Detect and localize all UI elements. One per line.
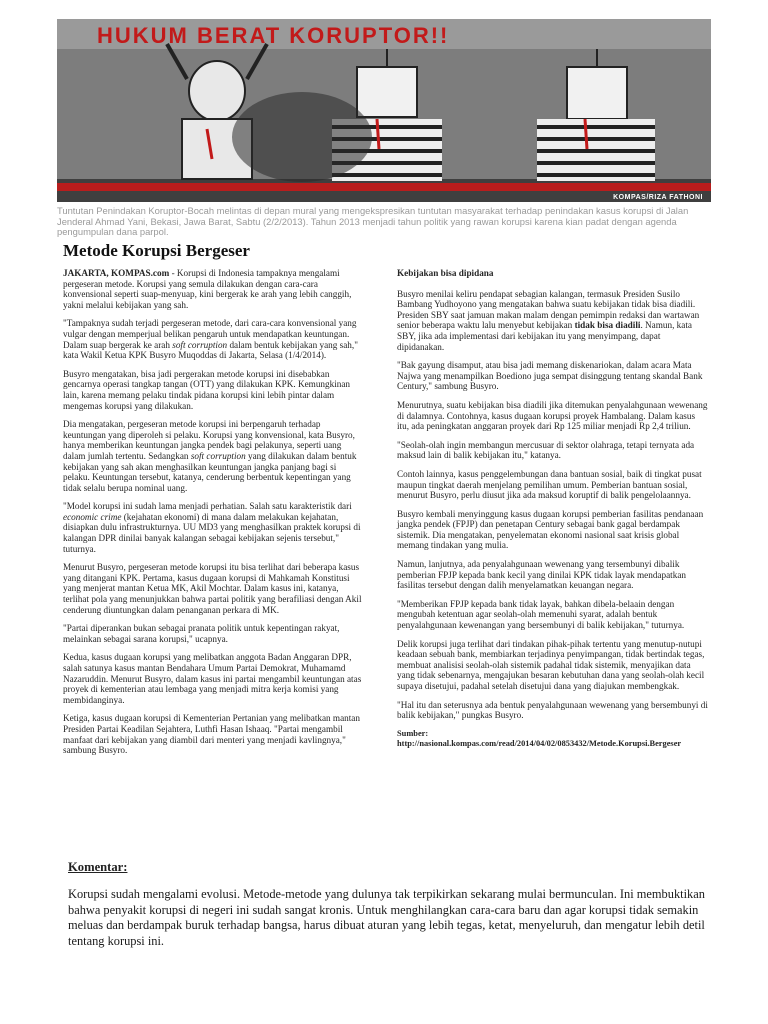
paragraph: Menurut Busyro, pergeseran metode korupsi itu bisa terlihat dari beberapa kasus yang ditangani KPK. Pertama, kasus dugaan korupsi di Mahkamah Konstitusi yang menjerat mantan Ketua MK, Akil Mochtar. Dalam kasus ini, katanya, terlihat pola yang menunjukkan bahwa partai politik yang berafiliasi dengan Akil cenderung diuntungkan dalam penanganan perkara di MK.	[63, 562, 362, 615]
paragraph: Ketiga, kasus dugaan korupsi di Kementerian Pertanian yang melibatkan mantan Presiden Partai Keadilan Sejahtera, Luthfi Hasan Ishaaq. "Partai mengambil manfaat dari kebijakan yang diambil dari menteri yang menjadi kavlingnya," sambung Busyro.	[63, 713, 360, 756]
paragraph: Busyro mengatakan, bisa jadi pergerakan metode korupsi ini disebabkan gencarnya operasi tangkap tangan (OTT) yang dilakukan KPK. Kemungkinan lain, karena memang pelaku tindak pidana korupsi kini lebih pintar dalam mengemas korupsi yang dilakukan.	[63, 368, 351, 411]
paragraph: Kedua, kasus dugaan korupsi yang melibatkan anggota Badan Anggaran DPR, salah satunya kasus mantan Bendahara Umum Partai Demokrat, Muhamamd Nazaruddin. Menurut Busyro, dalam kasus ini partai mengambil keuntungan atas proyek di kementerian atau lembaga yang menjadi mitra kerja komisi yang membidanginya.	[63, 652, 362, 705]
article-column-right	[397, 268, 709, 757]
source-label: Sumber:	[397, 728, 429, 738]
paragraph: Contoh lainnya, kasus penggelembungan dana bantuan sosial, baik di tingkat pusat maupun tingkat daerah menjelang pemilihan umum. Pemberian bantuan sosial, menurut Busyro, perlu diusut jika ada maksud koruptif di balik pengelolaannya.	[397, 468, 702, 501]
paragraph: Dia mengatakan, pergeseran metode korupsi ini berpengaruh terhadap keuntungan yang diperoleh si pelaku. Korupsi yang konvensional, kata Busyro, hanya memberikan keuntungan jangka pendek bagi pelakunya, seperti uang dalam jumlah tertentu. Sedangkan soft corruption yang dilakukan dalam bentuk kebijakan yang sah akan menghasilkan keuntungan jangka panjang bagi si pelaku. Keuntungan tersebut, katanya, cenderung berbentuk kepentingan yang tidak selalu berupa nominal uang.	[63, 419, 357, 493]
paragraph: "Tampaknya sudah terjadi pergeseran metode, dari cara-cara konvensional yang vulgar dengan memperjual belikan pengaruh untuk mendapatkan keuntungan. Dalam suap bergerak ke arah soft corruption dalam bentuk kebijakan yang sah," kata Wakil Ketua KPK Busyro Muqoddas di Jakarta, Selasa (1/4/2014).	[63, 318, 358, 361]
paragraph: "Bak gayung disamput, atau bisa jadi memang diskenariokan, dalam acara Mata Najwa yang menampilkan Boediono juga sempat disinggung tentang skandal Bank Century," sambung Busyro.	[397, 360, 703, 392]
paragraph: Delik korupsi juga terlihat dari tindakan pihak-pihak tertentu yang menutup-nutupi keadaan sebuah bank, membiarkan terjadinya penyimpangan, tidak bertindak tegas, membuat analisisi seolah-olah sistemik padahal tidak sistemik, menyajikan data yang tidak sebenarnya, mengajukan besaran kebutuhan dana yang seolah-olah kecil supaya disetujui, padahal setelah disetujui dana yang diajukan membengkak.	[397, 638, 705, 691]
paragraph: "Seolah-olah ingin membangun mercusuar di sektor olahraga, tetapi ternyata ada maksud lain di balik kebijakan itu," katanya.	[397, 439, 695, 461]
graffiti-text: HUKUM BERAT KORUPTOR!!	[97, 23, 450, 48]
comment-heading: Komentar:	[68, 860, 128, 874]
paragraph: Namun, lanjutnya, ada penyalahgunaan wewenang yang tersembunyi dibalik pemberian FPJP kepada bank kecil yang dinilai KPK tidak layak mendapatkan fasilitas tersebut dengan dalih menyelamatkan keuangan negara.	[397, 559, 686, 591]
paragraph: "Model korupsi ini sudah lama menjadi perhatian. Salah satu karakteristik dari economic crime (kejahatan ekonomi) di mana dalam melakukan kejahatan, disiapkan dulu infrastrukturnya. UU MD3 yang menghasilkan praktek korupsi di kalangan DPR dinilai banyak kalangan sebagai kebijakan sejenis tersebut," tuturnya.	[63, 501, 361, 554]
section-subheading: Kebijakan bisa dipidana	[397, 268, 494, 278]
article-title: Metode Korupsi Bergeser	[63, 241, 250, 260]
source	[397, 729, 709, 749]
paragraph: Menurutnya, suatu kebijakan bisa diadili jika ditemukan penyalahgunaan wewenang di dalamnya. Contohnya, kasus dugaan korupsi proyek Hambalang. Dalam kasus itu, ada peningkatan anggaran proyek dari Rp 125 miliar menjadi Rp 2,4 triliun.	[397, 399, 708, 432]
photo-credit: KOMPAS/RIZA FATHONI	[613, 194, 703, 201]
source-link[interactable]: http://nasional.kompas.com/read/2014/04/02/0853432/Metode.Korupsi.Bergeser	[397, 738, 682, 748]
article-photo	[57, 19, 711, 202]
comment-body: Korupsi sudah mengalami evolusi. Metode-metode yang dulunya tak terpikirkan sekarang mulai bermunculan. Ini membuktikan bahwa penyakit korupsi di negeri ini sudah sangat kronis. Untuk menghilangkan cara-cara baru dan agar korupsi tidak semakin meluas dan berdampak buruk terhadap bangsa, harus dibuat aturan yang lebih tegas, ketat, menyeluruh, dan mengatur lebih detil tentang korupsi ini.	[68, 887, 705, 948]
comment-section	[68, 860, 708, 949]
paragraph: Busyro menilai keliru pendapat sebagian kalangan, termasuk Presiden Susilo Bambang Yudhoyono yang mengatakan bahwa suatu kebijakan tidak bisa diadili. Presiden SBY saat jamuan makan malam dengan pemimpin redaksi dan wartawan senior beberapa waktu lalu menyebut kebijakan tidak bisa diadili. Namun, kata SBY, jika ada implementasi dari kebijakan itu yang menyimpang, dapat dipidanakan.	[397, 288, 700, 352]
mural-illustration	[57, 19, 711, 202]
paragraph: "Partai diperankan bukan sebagai pranata politik untuk kepentingan rakyat, melainkan sebagai sarana korupsi," ucapnya.	[63, 623, 340, 644]
paragraph: "Memberikan FPJP kepada bank tidak layak, bahkan dibela-belaain dengan mengubah ketentuan agar seolah-olah memenuhi syarat, adalah bentuk penyalahgunaan kewenangan yang bersembunyi di balik kebijakan," tuturnya.	[397, 598, 685, 631]
paragraph: "Hal itu dan seterusnya ada bentuk penyalahgunaan wewenang yang bersembunyi di balik kebijakan," pungkas Busyro.	[397, 699, 708, 721]
photo-caption: Tuntutan Penindakan Koruptor-Bocah melintas di depan mural yang mengekspresikan tuntutan masyarakat terhadap penindakan kasus korupsi di Jalan Jenderal Ahmad Yani, Bekasi, Jawa Barat, Sabtu (2/2/2013). Tahun 2013 menjadi tahun politik yang rawan korupsi karena kian padat dengan agenda pengumpulan dana parpol.	[57, 205, 689, 237]
paragraph: JAKARTA, KOMPAS.com - Korupsi di Indonesia tampaknya mengalami pergeseran metode. Korupsi yang semula dilakukan dengan cara-cara konvensional seperti suap-menyuap, kini bergerak ke arah yang lebih canggih, yakni melalui kebijakan yang sah.	[63, 268, 352, 310]
paragraph: Busyro kembali menyinggung kasus dugaan korupsi pemberian fasilitas pendanaan jangka pendek (FPJP) dan penetapan Century sebagai bank gagal berdampak sistemik. Dia mengatakan, penyelematan ekonomi nasional saat krisis global memang tindakan yang mulia.	[397, 508, 704, 551]
dateline: JAKARTA, KOMPAS.com	[63, 268, 170, 278]
article-column-left	[63, 268, 363, 764]
